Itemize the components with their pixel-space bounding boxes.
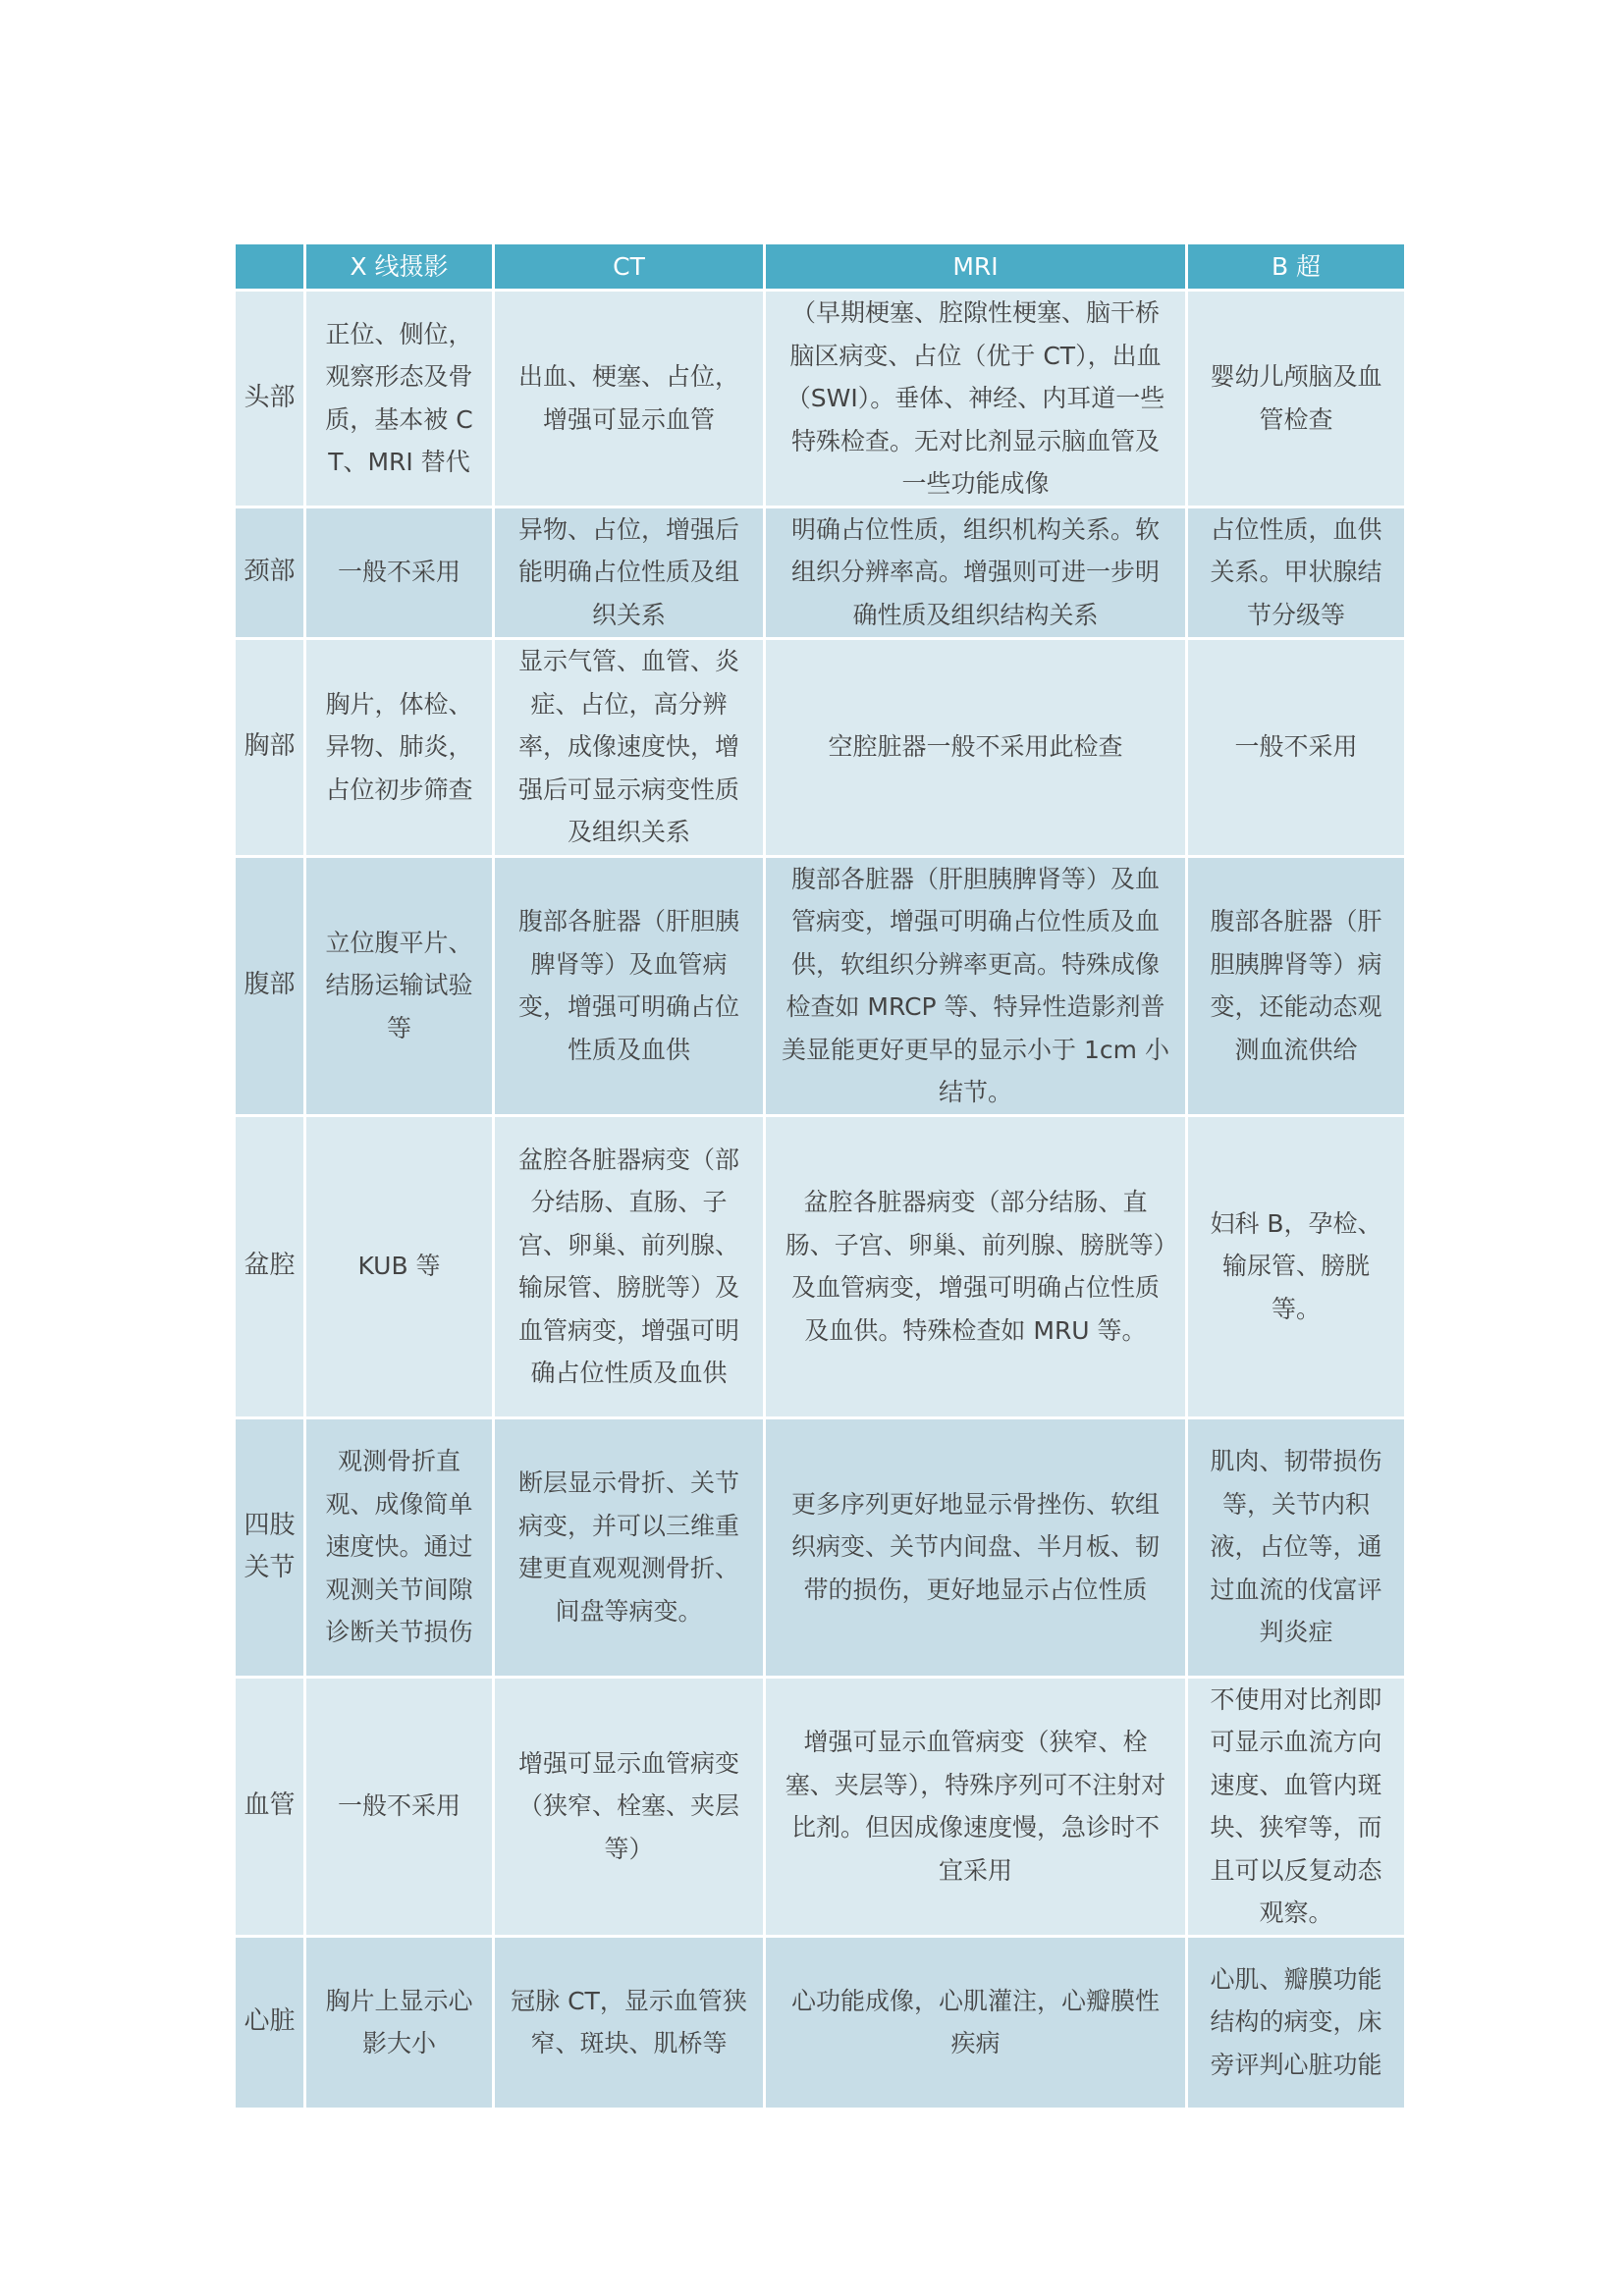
cell-mri-neck: 明确占位性质，组织机构关系。软组织分辨率高。增强则可进一步明确性质及组织结构关系: [765, 507, 1187, 638]
cell-xray-neck: 一般不采用: [305, 507, 494, 638]
cell-ct-neck: 异物、占位，增强后能明确占位性质及组织关系: [494, 507, 765, 638]
row-region-head: 头部: [235, 291, 305, 507]
header-ct: CT: [494, 243, 765, 291]
cell-mri-chest: 空腔脏器一般不采用此检查: [765, 638, 1187, 856]
table-header-row: [235, 243, 1406, 291]
cell-xray-limbs: 观测骨折直观、成像简单速度快。通过观测关节间隙诊断关节损伤: [305, 1417, 494, 1677]
cell-xray-chest: 胸片，体检、异物、肺炎，占位初步筛查: [305, 638, 494, 856]
header-region: [235, 243, 305, 291]
cell-ct-vessels: 增强可显示血管病变（狭窄、栓塞、夹层等）: [494, 1677, 765, 1936]
table-row-limbs: [235, 1417, 1406, 1677]
header-ultrasound: B 超: [1187, 243, 1406, 291]
row-region-vessels: 血管: [235, 1677, 305, 1936]
table-row-neck: [235, 507, 1406, 638]
cell-mri-limbs: 更多序列更好地显示骨挫伤、软组织病变、关节内间盘、半月板、韧带的损伤，更好地显示占位性质: [765, 1417, 1187, 1677]
table-row-heart: [235, 1936, 1406, 2109]
cell-ultrasound-vessels: 不使用对比剂即可显示血流方向速度、血管内斑块、狭窄等，而且可以反复动态观察。: [1187, 1677, 1406, 1936]
row-region-heart: 心脏: [235, 1936, 305, 2109]
row-region-limbs: 四肢关节: [235, 1417, 305, 1677]
cell-ct-pelvis: 盆腔各脏器病变（部分结肠、直肠、子宫、卵巢、前列腺、输尿管、膀胱等）及血管病变，增强可明确占位性质及血供: [494, 1115, 765, 1417]
cell-ultrasound-head: 婴幼儿颅脑及血管检查: [1187, 291, 1406, 507]
imaging-modality-table: [233, 241, 1407, 2110]
row-region-neck: 颈部: [235, 507, 305, 638]
cell-ultrasound-abdomen: 腹部各脏器（肝胆胰脾肾等）病变，还能动态观测血流供给: [1187, 856, 1406, 1115]
header-xray: X 线摄影: [305, 243, 494, 291]
cell-xray-heart: 胸片上显示心影大小: [305, 1936, 494, 2109]
table-row-head: [235, 291, 1406, 507]
cell-ultrasound-limbs: 肌肉、韧带损伤等，关节内积液，占位等，通过血流的伐富评判炎症: [1187, 1417, 1406, 1677]
table-row-pelvis: [235, 1115, 1406, 1417]
header-mri: MRI: [765, 243, 1187, 291]
row-region-abdomen: 腹部: [235, 856, 305, 1115]
cell-ultrasound-pelvis: 妇科 B，孕检、输尿管、膀胱等。: [1187, 1115, 1406, 1417]
cell-ct-limbs: 断层显示骨折、关节病变，并可以三维重建更直观观测骨折、间盘等病变。: [494, 1417, 765, 1677]
cell-xray-head: 正位、侧位，观察形态及骨质，基本被 CT、MRI 替代: [305, 291, 494, 507]
cell-xray-abdomen: 立位腹平片、结肠运输试验等: [305, 856, 494, 1115]
table-row-abdomen: [235, 856, 1406, 1115]
cell-xray-pelvis: KUB 等: [305, 1115, 494, 1417]
cell-mri-abdomen: 腹部各脏器（肝胆胰脾肾等）及血管病变，增强可明确占位性质及血供，软组织分辨率更高。特殊成像检查如 MRCP 等、特异性造影剂普美显能更好更早的显示小于 1cm 小结节。: [765, 856, 1187, 1115]
cell-mri-pelvis: 盆腔各脏器病变（部分结肠、直肠、子宫、卵巢、前列腺、膀胱等）及血管病变，增强可明确占位性质及血供。特殊检查如 MRU 等。: [765, 1115, 1187, 1417]
cell-ct-heart: 冠脉 CT，显示血管狭窄、斑块、肌桥等: [494, 1936, 765, 2109]
cell-ct-head: 出血、梗塞、占位，增强可显示血管: [494, 291, 765, 507]
cell-ct-chest: 显示气管、血管、炎症、占位，高分辨率，成像速度快，增强后可显示病变性质及组织关系: [494, 638, 765, 856]
row-region-pelvis: 盆腔: [235, 1115, 305, 1417]
cell-ct-abdomen: 腹部各脏器（肝胆胰脾肾等）及血管病变，增强可明确占位性质及血供: [494, 856, 765, 1115]
cell-mri-heart: 心功能成像，心肌灌注，心瓣膜性疾病: [765, 1936, 1187, 2109]
cell-ultrasound-chest: 一般不采用: [1187, 638, 1406, 856]
cell-mri-vessels: 增强可显示血管病变（狭窄、栓塞、夹层等），特殊序列可不注射对比剂。但因成像速度慢，急诊时不宜采用: [765, 1677, 1187, 1936]
cell-ultrasound-heart: 心肌、瓣膜功能结构的病变，床旁评判心脏功能: [1187, 1936, 1406, 2109]
cell-mri-head: （早期梗塞、腔隙性梗塞、脑干桥脑区病变、占位（优于 CT），出血（SWI）。垂体、神经、内耳道一些特殊检查。无对比剂显示脑血管及一些功能成像: [765, 291, 1187, 507]
cell-ultrasound-neck: 占位性质，血供关系。甲状腺结节分级等: [1187, 507, 1406, 638]
cell-xray-vessels: 一般不采用: [305, 1677, 494, 1936]
table-row-chest: [235, 638, 1406, 856]
table-row-vessels: [235, 1677, 1406, 1936]
row-region-chest: 胸部: [235, 638, 305, 856]
